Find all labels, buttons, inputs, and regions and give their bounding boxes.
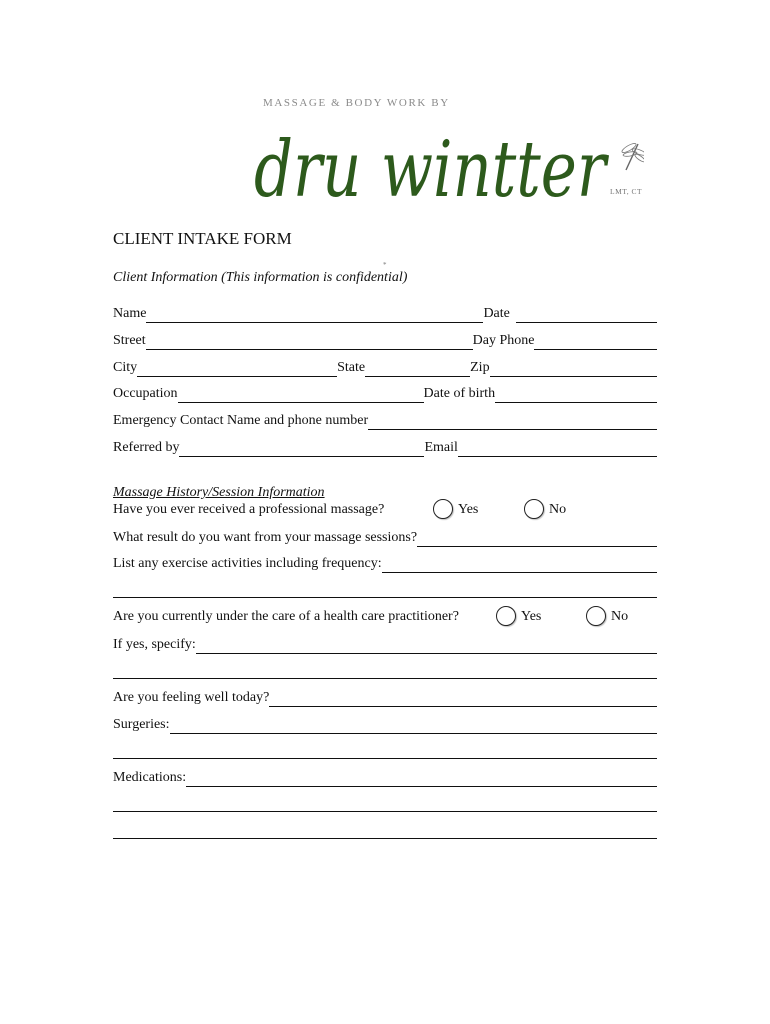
row-result [113, 527, 657, 547]
professional-massage-yes-label: Yes [458, 502, 479, 517]
day-phone-label: Day Phone [472, 333, 535, 348]
date-of-birth-field[interactable] [495, 388, 657, 403]
logo-credentials: LMT, CT [610, 187, 643, 196]
medications-field-line-3[interactable] [113, 838, 657, 839]
row-exercise [113, 553, 657, 573]
question-feeling: Are you feeling well today? [113, 690, 270, 705]
date-of-birth-label: Date of birth [423, 386, 496, 401]
logo-wordmark-text: dru wintter [254, 125, 610, 212]
professional-massage-no-label: No [549, 502, 567, 517]
dragonfly-icon [618, 138, 644, 172]
email-label: Email [424, 440, 458, 455]
row-occupation-dob [113, 383, 657, 403]
if-yes-field[interactable] [196, 639, 657, 654]
medications-field-line-2[interactable] [113, 811, 657, 812]
row-emergency-contact [113, 410, 657, 430]
emergency-contact-field[interactable] [368, 415, 657, 430]
health-care-yes-label: Yes [521, 609, 542, 624]
street-label: Street [113, 333, 146, 348]
city-label: City [113, 360, 138, 375]
if-yes-label: If yes, specify: [113, 637, 196, 652]
occupation-field[interactable] [178, 388, 424, 403]
if-yes-field-line-2[interactable] [113, 678, 657, 679]
question-exercise: List any exercise activities including frequency: [113, 556, 382, 571]
row-feeling [113, 687, 657, 707]
surgeries-label: Surgeries: [113, 717, 170, 732]
massage-history-heading: Massage History/Session Information [113, 485, 325, 500]
date-field[interactable] [516, 308, 657, 323]
row-street-phone [113, 330, 657, 350]
day-phone-field[interactable] [534, 335, 657, 350]
health-care-no-label: No [611, 609, 629, 624]
state-field[interactable] [365, 362, 470, 377]
surgeries-field-line-2[interactable] [113, 758, 657, 759]
question-result: What result do you want from your massage sessions? [113, 530, 418, 545]
professional-massage-yes-radio[interactable] [433, 499, 453, 519]
form-subtitle: Client Information (This information is confidential) [113, 270, 408, 285]
name-field[interactable] [146, 308, 483, 323]
surgeries-field[interactable] [170, 719, 657, 734]
form-title: CLIENT INTAKE FORM [113, 229, 292, 248]
medications-field[interactable] [186, 772, 657, 787]
health-care-no-radio[interactable] [586, 606, 606, 626]
asterisk-mark: * [383, 261, 387, 269]
logo-wordmark [250, 112, 610, 212]
row-referred-email [113, 437, 657, 457]
health-care-yes-radio[interactable] [496, 606, 516, 626]
zip-label: Zip [470, 360, 490, 375]
row-surgeries [113, 714, 657, 734]
referred-by-field[interactable] [179, 442, 424, 457]
zip-field[interactable] [490, 362, 657, 377]
exercise-field[interactable] [382, 558, 657, 573]
logo-tagline: MASSAGE & BODY WORK BY [263, 97, 450, 109]
row-medications [113, 767, 657, 787]
question-health-care: Are you currently under the care of a health care practitioner? [113, 609, 459, 624]
row-if-yes [113, 634, 657, 654]
email-field[interactable] [458, 442, 657, 457]
street-field[interactable] [146, 335, 473, 350]
feeling-field[interactable] [269, 692, 657, 707]
result-field[interactable] [417, 532, 657, 547]
occupation-label: Occupation [113, 386, 178, 401]
row-city-state-zip [113, 357, 657, 377]
referred-by-label: Referred by [113, 440, 180, 455]
emergency-contact-label: Emergency Contact Name and phone number [113, 413, 369, 428]
row-name-date [113, 303, 657, 323]
date-label: Date [483, 306, 510, 321]
city-field[interactable] [137, 362, 337, 377]
medications-label: Medications: [113, 770, 187, 785]
name-label: Name [113, 306, 147, 321]
professional-massage-no-radio[interactable] [524, 499, 544, 519]
state-label: State [337, 360, 366, 375]
exercise-field-line-2[interactable] [113, 597, 657, 598]
question-professional-massage: Have you ever received a professional massage? [113, 502, 385, 517]
